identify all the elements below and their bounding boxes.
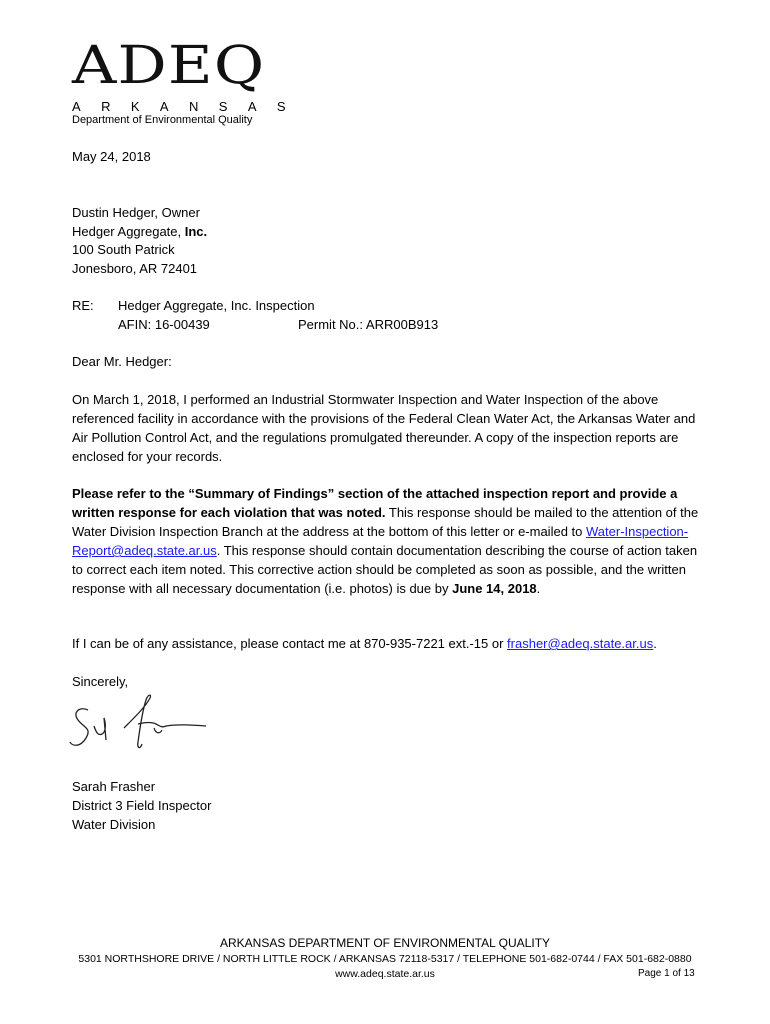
recipient-company-name: Hedger Aggregate, (72, 224, 185, 239)
re-label: RE: (72, 298, 94, 313)
signer-name: Sarah Frasher (72, 779, 156, 794)
recipient-company (72, 222, 207, 241)
paragraph-response (72, 484, 702, 598)
footer-organization: ARKANSAS DEPARTMENT OF ENVIRONMENTAL QUALITY (219, 936, 551, 950)
footer-address: 5301 NORTHSHORE DRIVE / NORTH LITTLE ROCK / ARKANSAS 72118-5317 / TELEPHONE 501-682-0744 / FAX 501-682-0880 (78, 953, 692, 965)
re-subject: Hedger Aggregate, Inc. Inspection (118, 298, 315, 313)
inspection-report-email-link[interactable]: Water-Inspection-Report@adeq.state.ar.us (72, 524, 689, 558)
paragraph-contact (72, 634, 702, 653)
due-date: June 14, 2018 (452, 581, 537, 596)
re-permit: Permit No.: ARR00B913 (298, 317, 439, 332)
response-text-1: This response should be mailed to the attention of the Water Division Inspection Branch at the address at the bottom of this letter or e-mailed to (72, 505, 699, 539)
recipient-company-suffix: Inc. (184, 224, 208, 239)
response-text-3: . (536, 581, 541, 596)
letterhead-department: Department of Environmental Quality (72, 114, 253, 126)
response-instruction: Please refer to the “Summary of Findings” section of the attached inspection report and provide a written response for each violation that was noted. (72, 486, 678, 520)
letter-date: May 24, 2018 (72, 149, 151, 164)
response-text-2: . This response should contain documentation describing the course of action taken to correct each item noted. This corrective action should be completed as soon as possible, and the written response with all necessary documentation (i.e. photos) is due by (72, 543, 698, 596)
handwritten-signature (66, 688, 216, 758)
recipient-street: 100 South Patrick (72, 242, 175, 257)
recipient-city: Jonesboro, AR 72401 (72, 261, 198, 276)
signer-title: District 3 Field Inspector (72, 798, 212, 813)
salutation: Dear Mr. Hedger: (72, 354, 172, 369)
letterhead-state: ARKANSAS (72, 99, 307, 114)
contact-text: If I can be of any assistance, please contact me at 870-935-7221 ext.-15 or (72, 636, 508, 651)
page-number: Page 1 of 13 (638, 968, 695, 979)
re-afin: AFIN: 16-00439 (118, 317, 210, 332)
adeq-logo: ADEQ (72, 36, 266, 96)
inspector-email-link[interactable]: frasher@adeq.state.ar.us (507, 636, 654, 651)
contact-end: . (653, 636, 657, 651)
closing: Sincerely, (72, 674, 129, 689)
footer-website: www.adeq.state.ar.us (335, 968, 435, 980)
signer-division: Water Division (72, 817, 156, 832)
paragraph-inspection: On March 1, 2018, I performed an Industrial Stormwater Inspection and Water Inspection of the above referenced facility in accordance with the provisions of the Federal Clean Water Act, the Arkansas Water and Air Pollution Control Act, and the regulations promulgated thereunder. A copy of the inspection reports are enclosed for your records. (72, 392, 696, 464)
recipient-name: Dustin Hedger, Owner (72, 205, 200, 220)
